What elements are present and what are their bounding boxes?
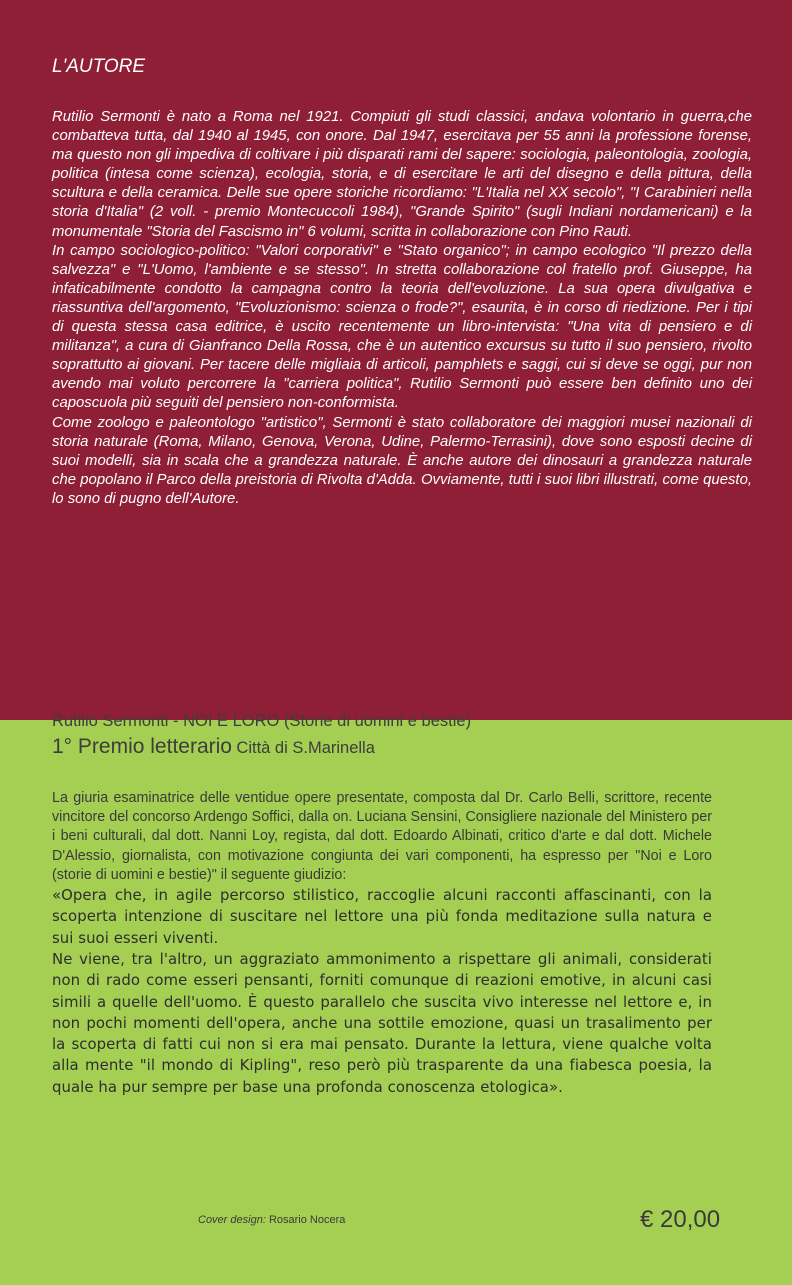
jury-intro: La giuria esaminatrice delle ventidue opere presentate, composta dal Dr. Carlo Belli, scrittore, recente vincitore del concorso Ardengo Soffici, dalla on. Luciana Sensini, Consigliere nazionale del Ministero per i beni culturali, dal dott. Nanni Loy, regista, dal dott. Edoardo Albinati, critico d'arte e dal dott. Michele D'Alessio, giornalista, con motivazione congiunta dei vari componenti, ha espresso per "Noi e Loro (storie di uomini e bestie)" il seguente giudizio: <box>52 790 712 883</box>
book-title-line: Rutilio Sermonti - NOI E LORO (Storie di uomini e bestie) <box>52 712 472 730</box>
bio-paragraph: Come zoologo e paleontologo "artistico", Sermonti è stato collaboratore dei maggiori musei nazionali di storia naturale (Roma, Milano, Genova, Verona, Udine, Palermo-Terrasini), dove sono esposti decine di suoi modelli, sia in scala che a grandezza naturale. È anche autore dei dinosauri a grandezza naturale che popolano il Parco della preistoria di Rivolta d'Adda. Ovviamente, tutti i suoi libri illustrati, come questo, lo sono di pugno dell'Autore. <box>52 414 752 507</box>
credit-label: Cover design: <box>198 1214 266 1226</box>
author-bio <box>52 108 752 509</box>
prize-line <box>52 735 712 759</box>
credit-name: Rosario Nocera <box>268 1214 346 1226</box>
author-heading: L'AUTORE <box>52 56 146 77</box>
bio-paragraph: Rutilio Sermonti è nato a Roma nel 1921. Compiuti gli studi classici, andava volontario in guerra,che combatteva tutta, dal 1940 al 1945, con onore. Dal 1947, esercitava per 55 anni la professione forense, ma questo non gli impediva di coltivare i più disparati rami del sapere: sociologia, paleontologia, zoologia, politica (intesa come scienza), ecologia, storia, e di esercitare le arti del disegno e della pittura, della scultura e della ceramica. Delle sue opere storiche ricordiamo: "L'Italia nel XX secolo", "I Carabinieri nella storia d'Italia" (2 voll. - premio Montecuccoli 1984), "Grande Spirito" (sugli Indiani nordamericani) e la monumentale "Storia del Fascismo in" 6 volumi, scritta in collaborazione con Pino Rauti. <box>52 109 752 240</box>
bio-paragraph: In campo sociologico-politico: "Valori corporativi" e "Stato organico"; in campo ecologico "Il prezzo della salvezza" e "L'Uomo, l'ambiente e se stesso". In stretta collaborazione col fratello prof. Giuseppe, ha infaticabilmente condotto la campagna contro la teoria dell'evoluzione. La sua opera divulgativa e riassuntiva dell'argomento, "Evoluzionismo: scienza o frode?", esaurita, è in corso di riedizione. Per i tipi di questa stessa casa editrice, è uscito recentemente un libro-intervista: "Una vita di pensiero e di militanza", a cura di Gianfranco Della Rossa, che è un autentico excursus su tutto il suo pensiero, rivolto soprattutto ai giovani. Per tacere delle migliaia di articoli, pamphlets e saggi, cui si deve se oggi, pur non avendo mai voluto percorrere la "carriera politica", Rutilio Sermonti può essere ben definito uno dei caposcuola più seguiti del pensiero non-conformista. <box>52 242 752 412</box>
jury-quote: «Opera che, in agile percorso stilistico, raccoglie alcuni racconti affascinanti, con la scoperta intenzione di suscitare nel lettore una più fonda meditazione sulla natura e sui suoi esseri viventi. <box>52 886 712 947</box>
jury-statement <box>52 789 712 1098</box>
author-section <box>52 56 752 509</box>
jury-quote: Ne viene, tra l'altro, un aggraziato ammonimento a rispettare gli animali, considerati non di rado come esseri pensanti, forniti comunque di reazioni emotive, in alcuni casi simili a quelle dell'uomo. È questo parallelo che suscita vivo interesse nel lettore e, in non pochi momenti dell'opera, anche una sottile emozione, quasi un trasalimento per la scoperta di fatti cui non si era mai pensato. Durante la lettura, viene qualche volta alla mente "il mondo di Kipling", reso però più trasparente da una fiabesca poesia, la quale ha pur sempre per base una profonda conoscenza etologica». <box>52 949 712 1096</box>
prize-title: 1° Premio letterario <box>52 735 232 758</box>
cover-credit <box>198 1214 345 1226</box>
book-section <box>52 712 712 1098</box>
price: € 20,00 <box>640 1206 721 1233</box>
prize-city: Città di S.Marinella <box>236 739 375 757</box>
